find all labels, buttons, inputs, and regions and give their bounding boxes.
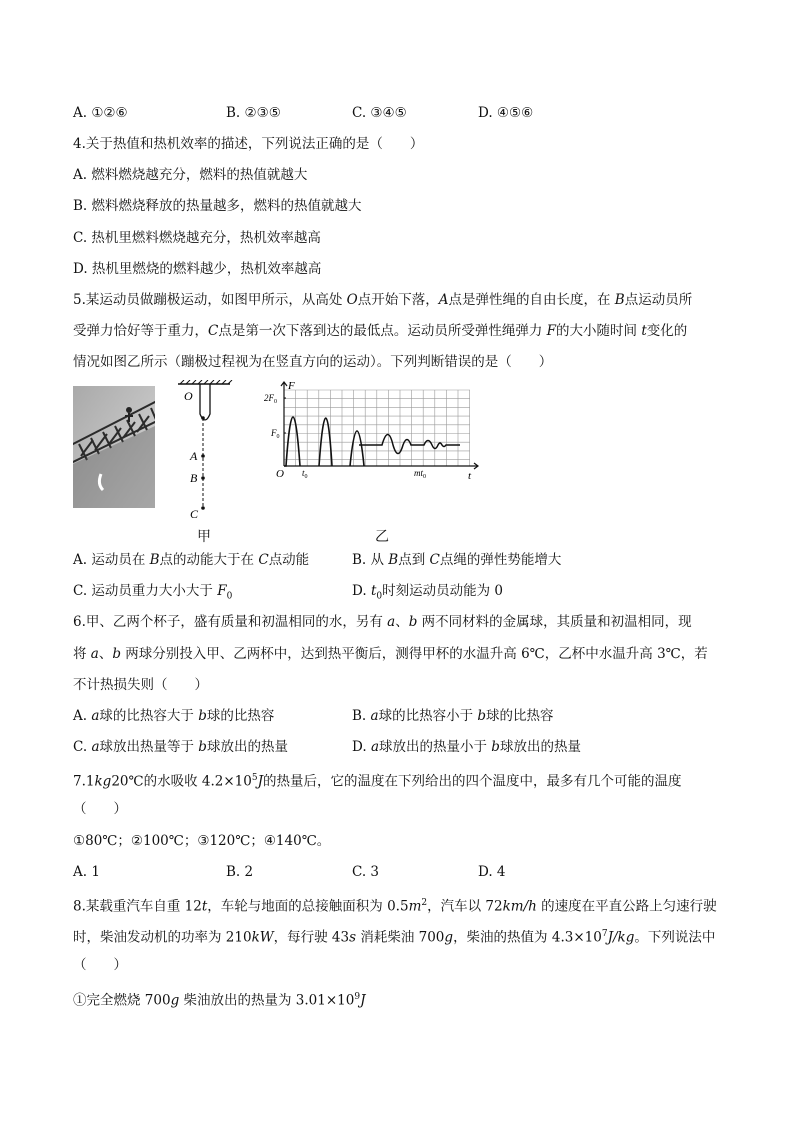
F-axis-label: F bbox=[288, 380, 295, 392]
q4-stem: 4.关于热值和热机效率的描述，下列说法正确的是（ ） bbox=[73, 136, 424, 152]
point-O-label: O bbox=[184, 389, 193, 403]
q6-stem-line2: 将 a、b 两球分别投入甲、乙两杯中，达到热平衡后，测得甲杯的水温升高 6℃，乙杯中水温升高 3℃，若 bbox=[73, 646, 708, 662]
q4-option-b: B. 燃料燃烧释放的热量越多，燃料的热值就越大 bbox=[73, 198, 362, 214]
q4-option-d: D. 热机里燃烧的燃料越少，热机效率越高 bbox=[73, 261, 322, 277]
q3-option-d: D. ④⑤⑥ bbox=[478, 105, 534, 121]
q8-statement-1: ①完全燃烧 700g 柴油放出的热量为 $3.01\times 10^9J$ bbox=[73, 992, 366, 1009]
q5-stem-line1: 5.某运动员做蹦极运动，如图甲所示，从高处 O点开始下落，A点是弹性绳的自由长度，在 B点运动员所 bbox=[73, 292, 693, 308]
q5-stem-line3: 情况如图乙所示（蹦极过程视为在竖直方向的运动）。下列判断错误的是（ ） bbox=[73, 354, 553, 370]
q7-option-c: C. 3 bbox=[352, 864, 380, 880]
figure-jia-diagram bbox=[170, 380, 240, 520]
q7-option-a: A. 1 bbox=[73, 864, 100, 880]
t-axis-label: t bbox=[468, 470, 472, 482]
q5-option-a: A. 运动员在 B点的动能大于在 C点动能 bbox=[73, 552, 310, 568]
point-A-label: A bbox=[190, 449, 198, 463]
q4-option-a: A. 燃料燃烧越充分，燃料的热值就越大 bbox=[73, 167, 308, 183]
q3-option-a: A. ①②⑥ bbox=[73, 105, 128, 121]
point-B-label: B bbox=[190, 471, 198, 485]
figure-jia-caption: 甲 bbox=[197, 529, 211, 545]
point-C-label: C bbox=[190, 507, 199, 520]
q7-option-d: D. 4 bbox=[478, 864, 506, 880]
q4-option-c: C. 热机里燃料燃烧越充分，热机效率越高 bbox=[73, 230, 321, 246]
xtick-t0: $t_0$ bbox=[302, 468, 308, 480]
q7-stem-line1: 7.1kg20℃的水吸收 $4.2\times 10^5J$的热量后，它的温度在下列给出的四个温度中，最多有几个可能的温度 bbox=[73, 773, 682, 790]
q8-stem-line2: 时，柴油发动机的功率为 210kW，每行驶 43s 消耗柴油 700g，柴油的热值为 $4.3\times 10^7J/kg$。下列说法中 bbox=[73, 929, 716, 946]
q6-option-d: D. a球放出的热量小于 b球放出的热量 bbox=[352, 739, 581, 755]
q5-stem-line2: 受弹力恰好等于重力，C点是第一次下落到达的最低点。运动员所受弹性绳弹力 F的大小随时间 t变化的 bbox=[73, 323, 688, 339]
q7-choices: ①80℃；②100℃；③120℃；④140℃。 bbox=[73, 833, 331, 849]
xtick-mt0: $mt_0$ bbox=[414, 468, 426, 480]
ytick-F0: $F_0$ bbox=[271, 428, 280, 440]
q3-option-c: C. ③④⑤ bbox=[352, 105, 407, 121]
q6-stem-line3: 不计热损失则（ ） bbox=[73, 677, 208, 693]
q7-stem-paren: （ ） bbox=[73, 801, 127, 817]
graph-origin: O bbox=[276, 468, 284, 480]
q7-option-b: B. 2 bbox=[226, 864, 254, 880]
bungee-photo bbox=[73, 386, 155, 508]
q6-stem-line1: 6.甲、乙两个杯子，盛有质量和初温相同的水，另有 a、b 两不同材料的金属球，其质量和初温相同，现 bbox=[73, 614, 692, 630]
q5-option-d: D. $t_0$时刻运动员动能为 0 bbox=[352, 583, 503, 602]
q8-stem-line1: 8.某载重汽车自重 12t，车轮与地面的总接触面积为 $0.5m^2$，汽车以 72km/h 的速度在平直公路上匀速行驶 bbox=[73, 898, 717, 915]
q8-stem-paren: （ ） bbox=[73, 957, 127, 973]
q6-option-c: C. a球放出热量等于 b球放出的热量 bbox=[73, 739, 288, 755]
ytick-2F0: $2F_0$ bbox=[264, 393, 277, 405]
figure-yi-caption: 乙 bbox=[375, 529, 389, 545]
q6-option-b: B. a球的比热容小于 b球的比热容 bbox=[352, 708, 554, 724]
q5-option-c: C. 运动员重力大小大于 $F_0$ bbox=[73, 583, 233, 602]
q3-option-b: B. ②③⑤ bbox=[226, 105, 281, 121]
q6-option-a: A. a球的比热容大于 b球的比热容 bbox=[73, 708, 275, 724]
force-time-graph bbox=[262, 378, 484, 486]
q5-option-b: B. 从 B点到 C点绳的弹性势能增大 bbox=[352, 552, 562, 568]
